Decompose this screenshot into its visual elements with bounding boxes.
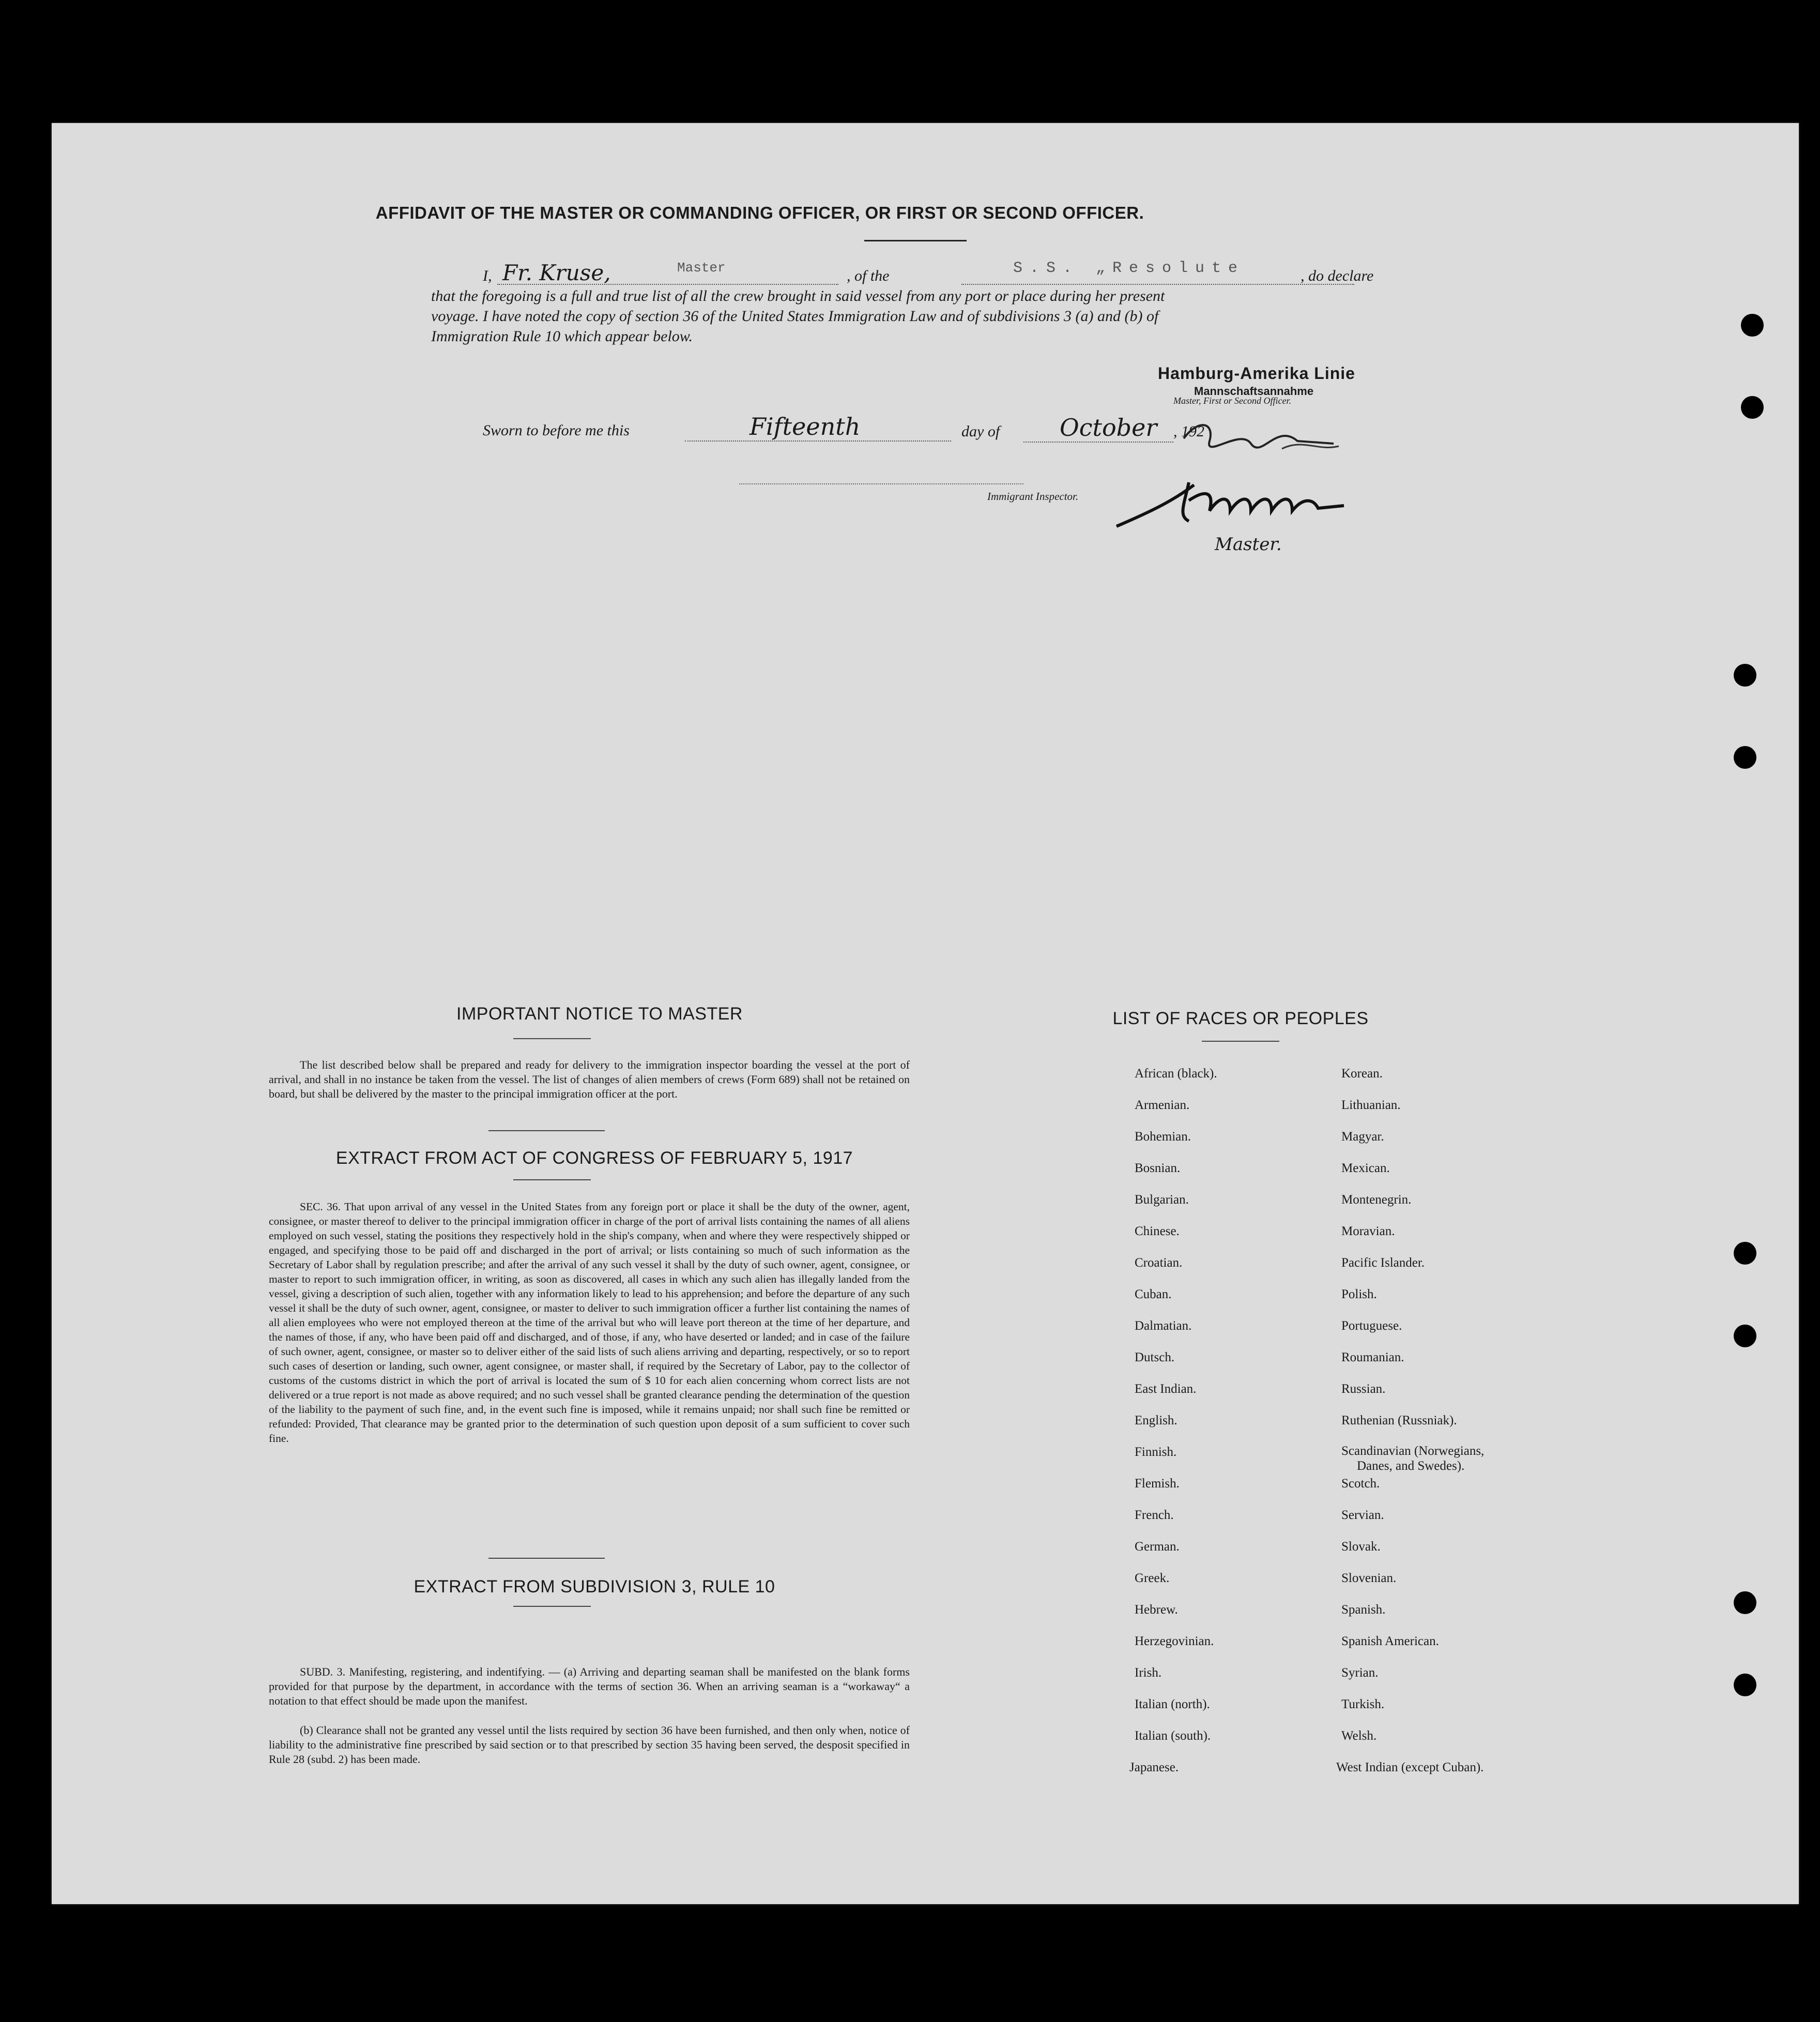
- race-item: Pacific Islander.: [1341, 1256, 1425, 1270]
- race-item: Russian.: [1341, 1382, 1386, 1396]
- affidavit-line-3: voyage. I have noted the copy of section 36 of the United States Immigration Law and of subdivisions 3 (a) and (b) of: [431, 308, 1159, 325]
- race-item: Slovenian.: [1341, 1571, 1397, 1585]
- races-heading: LIST OF RACES OR PEOPLES: [1112, 1009, 1369, 1028]
- race-item: Dutsch.: [1135, 1350, 1175, 1364]
- race-item: Spanish.: [1341, 1603, 1386, 1617]
- race-item: Moravian.: [1341, 1224, 1395, 1238]
- rank-typed: Master: [677, 260, 726, 276]
- punch-hole: [1734, 1242, 1756, 1265]
- affidavit-line-2: that the foregoing is a full and true list of all the crew brought in said vessel from any port or place during her present: [431, 287, 1165, 305]
- master-signature-icon: [1111, 469, 1349, 531]
- affidavit-title: AFFIDAVIT OF THE MASTER OR COMMANDING OFFICER, OR FIRST OR SECOND OFFICER.: [375, 203, 1144, 222]
- race-item: Mexican.: [1341, 1161, 1390, 1175]
- race-item: Japanese.: [1129, 1760, 1179, 1774]
- race-item: Slovak.: [1341, 1540, 1381, 1554]
- affidavit-i-label: I,: [483, 267, 492, 284]
- punch-hole: [1741, 314, 1764, 337]
- race-item: Servian.: [1341, 1508, 1384, 1522]
- notice-text: The list described below shall be prepared and ready for delivery to the immigration inspector boarding the vessel at the port of arrival, and shall in no instance be taken from the vessel. The list of changes of alien members of crews (Form 689) shall not be retained on board, but shall be delivered by the master to the principal immigration officer at the port.: [269, 1058, 910, 1100]
- race-item: Flemish.: [1135, 1477, 1180, 1491]
- notice-heading: IMPORTANT NOTICE TO MASTER: [456, 1004, 743, 1024]
- race-item: Italian (south).: [1135, 1729, 1211, 1743]
- inspector-dotted-line: [739, 482, 1023, 484]
- race-item: Cuban.: [1135, 1287, 1172, 1301]
- master-handwritten: Master.: [1215, 534, 1282, 555]
- punch-hole: [1734, 664, 1756, 687]
- punch-hole: [1734, 1674, 1756, 1696]
- rule-heading: EXTRACT FROM SUBDIVISION 3, RULE 10: [414, 1577, 775, 1597]
- notice-underline: [513, 1038, 591, 1039]
- race-item: Korean.: [1341, 1067, 1383, 1081]
- company-stamp: Hamburg-Amerika Linie: [1158, 364, 1355, 383]
- rule-underline: [513, 1606, 591, 1607]
- race-item: Bulgarian.: [1135, 1193, 1189, 1207]
- race-item: Irish.: [1135, 1666, 1162, 1680]
- races-underline: [1202, 1041, 1279, 1042]
- race-item: Croatian.: [1135, 1256, 1183, 1270]
- race-item-continued: Danes, and Swedes).: [1357, 1459, 1465, 1473]
- company-stamp-sub: Mannschaftsannahme: [1194, 385, 1314, 398]
- race-item: Scandinavian (Norwegians,: [1341, 1444, 1485, 1458]
- race-item: Montenegrin.: [1341, 1193, 1412, 1207]
- day-handwritten: Fifteenth: [750, 413, 861, 440]
- month-dotted-line: [1023, 442, 1173, 443]
- race-item: Ruthenian (Russniak).: [1341, 1413, 1457, 1427]
- of-the-label: , of the: [847, 267, 890, 284]
- rule-para-a: SUBD. 3. Manifesting, registering, and indentifying. — (a) Arriving and departing seaman shall be manifested on the blank forms provided for that purpose by the department, in accordance with the terms of section 36. When an arriving seaman is a “workaway“ a notation to that effect should be made upon the manifest.: [269, 1665, 910, 1707]
- race-item: Magyar.: [1341, 1130, 1384, 1144]
- act-rule: [488, 1558, 605, 1559]
- race-item: Bosnian.: [1135, 1161, 1181, 1175]
- race-item: Roumanian.: [1341, 1350, 1404, 1364]
- race-item: Syrian.: [1341, 1666, 1379, 1680]
- race-item: Lithuanian.: [1341, 1098, 1401, 1112]
- punch-hole: [1741, 396, 1764, 419]
- day-dotted-line: [685, 440, 951, 442]
- race-item: Hebrew.: [1135, 1603, 1178, 1617]
- punch-hole: [1734, 1325, 1756, 1347]
- name-dotted-line: [497, 284, 838, 285]
- race-item: German.: [1135, 1540, 1180, 1554]
- race-item: Greek.: [1135, 1571, 1170, 1585]
- month-handwritten: October: [1060, 414, 1157, 442]
- race-item: Scotch.: [1341, 1477, 1380, 1491]
- race-item: Bohemian.: [1135, 1130, 1191, 1144]
- race-item: Dalmatian.: [1135, 1319, 1192, 1333]
- race-item: Herzegovinian.: [1135, 1634, 1214, 1648]
- stamp-scribble-icon: [1179, 402, 1349, 459]
- race-item: Chinese.: [1135, 1224, 1180, 1238]
- notice-rule: [488, 1130, 605, 1131]
- master-officer-line: Master, First or Second Officer.: [1173, 396, 1291, 406]
- act-underline: [513, 1179, 591, 1180]
- race-item: Welsh.: [1341, 1729, 1377, 1743]
- race-item: Armenian.: [1135, 1098, 1190, 1112]
- act-text: SEC. 36. That upon arrival of any vessel in the United States from any foreign port or place it shall be the duty of the owner, agent, consignee, or master thereof to deliver to the principal immigration officer in charge of the port of arrival lists containing the names of all aliens employed on such vessel, stating the positions they respectively hold in the ship's company, when and where they were respectively shipped or engaged, and specifying those to be paid off and discharged in the port of arrival; or lists containing so much of such information as the Secretary of Labor shall by regulation prescribe; and after the arrival of any such vessel it shall by the duty of such owner, agent, consignee, or master to report to such immigration officer, in writing, as soon as discovered, all cases in which any such alien has illegally landed from the vessel, giving a description of such alien, together with any information likely to lead to his apprehension; and before the departure of any such vessel it shall be the duty of such owner, agent, consignee, or master to deliver to such immigration officer a further list containing the names of all alien employees who were not employed thereon at the time of the arrival but who will leave port thereon at the time of her departure, and the names of those, if any, who have been paid off and discharged, and of those, if any, who have deserted or landed; and in case of the failure of such owner, agent, consignee, or master so to deliver either of the said lists of such aliens arriving and departing, respectively, or so to report such cases of desertion or landing, such owner, agent consignee, or master shall, if required by the Secretary of Labor, pay to the collector of customs of the customs district in which the port of arrival is located the sum of $ 10 for each alien concerning whom correct lists are not delivered or a true report is not made as above required; and no such vessel shall be granted clearance pending the determination of the question of the liability to the payment of such fine, and, in the event such fine is imposed, while it remains unpaid; nor shall such fine be remitted or refunded: Provided, That clearance may be granted prior to the determination of such question upon deposit of a sum sufficient to cover such fine.: [269, 1200, 910, 1445]
- master-name-handwritten: Fr. Kruse,: [502, 260, 611, 285]
- sworn-label: Sworn to before me this: [483, 422, 630, 439]
- inspector-label: Immigrant Inspector.: [987, 490, 1079, 503]
- race-item: African (black).: [1135, 1067, 1217, 1081]
- act-heading: EXTRACT FROM ACT OF CONGRESS OF FEBRUARY 5, 1917: [335, 1148, 853, 1168]
- race-item: Portuguese.: [1341, 1319, 1402, 1333]
- race-item: Italian (north).: [1135, 1697, 1210, 1711]
- race-item: East Indian.: [1135, 1382, 1197, 1396]
- race-item: West Indian (except Cuban).: [1336, 1760, 1484, 1774]
- title-underline: [864, 240, 967, 241]
- vessel-dotted-line: [961, 284, 1354, 285]
- punch-hole: [1734, 1591, 1756, 1614]
- race-item: Polish.: [1341, 1287, 1377, 1301]
- race-item: Turkish.: [1341, 1697, 1385, 1711]
- race-item: Spanish American.: [1341, 1634, 1439, 1648]
- race-item: Finnish.: [1135, 1445, 1177, 1459]
- year-prefix: , 192: [1173, 423, 1204, 440]
- punch-hole: [1734, 746, 1756, 769]
- race-item: French.: [1135, 1508, 1174, 1522]
- do-declare-label: , do declare: [1301, 267, 1374, 284]
- vessel-typed: S.S. „Resolute: [1013, 260, 1245, 277]
- rule-para-b: (b) Clearance shall not be granted any vessel until the lists required by section 36 have been furnished, and then only when, notice of liability to the administrative fine prescribed by said section or to that prescribed by section 35 having been served, the desposit specified in Rule 28 (subd. 2) has been made.: [269, 1724, 910, 1766]
- document-page: [52, 123, 1799, 1904]
- race-item: English.: [1135, 1413, 1177, 1427]
- affidavit-line-4: Immigration Rule 10 which appear below.: [431, 328, 693, 345]
- day-of-label: day of: [961, 423, 1000, 440]
